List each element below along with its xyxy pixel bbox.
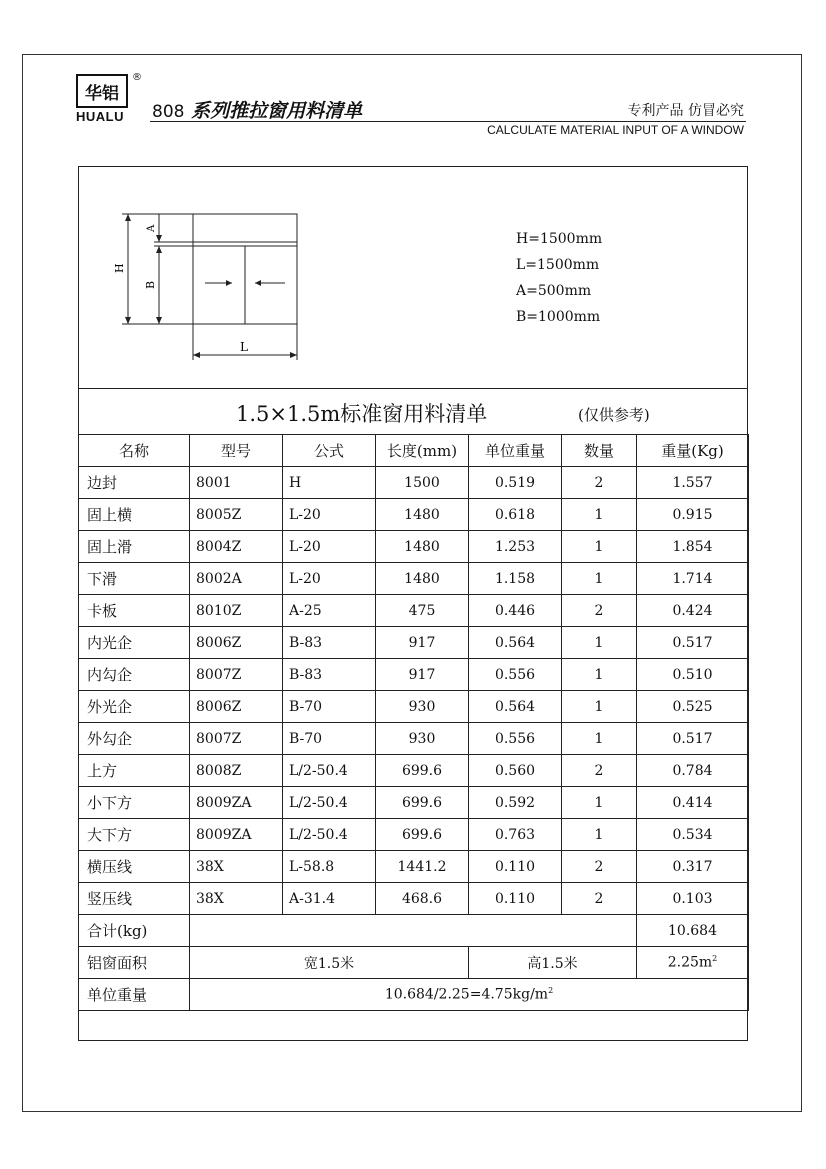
cell-formula: B-83 bbox=[283, 659, 376, 691]
col-header-formula: 公式 bbox=[283, 435, 376, 467]
cell-weight: 0.517 bbox=[637, 723, 749, 755]
cell-length: 917 bbox=[376, 627, 469, 659]
total-row bbox=[79, 915, 749, 947]
cell-length: 468.6 bbox=[376, 883, 469, 915]
cell-qty: 1 bbox=[562, 499, 637, 531]
cell-length: 930 bbox=[376, 723, 469, 755]
cell-length: 1441.2 bbox=[376, 851, 469, 883]
area-number: 2.25m bbox=[667, 954, 713, 971]
dim-h: H=1500mm bbox=[516, 231, 603, 247]
window-diagram bbox=[110, 205, 310, 365]
table-row bbox=[79, 499, 749, 531]
cell-qty: 1 bbox=[562, 819, 637, 851]
cell-unit-weight: 0.519 bbox=[469, 467, 562, 499]
cell-weight: 0.510 bbox=[637, 659, 749, 691]
cell-formula: A-31.4 bbox=[283, 883, 376, 915]
unit-weight-row bbox=[79, 979, 749, 1011]
cell-weight: 0.414 bbox=[637, 787, 749, 819]
cell-unit-weight: 1.253 bbox=[469, 531, 562, 563]
cell-qty: 1 bbox=[562, 787, 637, 819]
cell-model: 8001 bbox=[190, 467, 283, 499]
cell-model: 8009ZA bbox=[190, 787, 283, 819]
cell-qty: 2 bbox=[562, 595, 637, 627]
cell-qty: 1 bbox=[562, 691, 637, 723]
cell-qty: 2 bbox=[562, 755, 637, 787]
cell-weight: 0.103 bbox=[637, 883, 749, 915]
unit-weight-text: 10.684/2.25=4.75kg/m bbox=[384, 986, 549, 1003]
area-superscript: 2 bbox=[712, 954, 718, 964]
col-header-model: 型号 bbox=[190, 435, 283, 467]
cell-formula: H bbox=[283, 467, 376, 499]
cell-name: 外勾企 bbox=[79, 723, 190, 755]
cell-model: 8005Z bbox=[190, 499, 283, 531]
cell-formula: L/2-50.4 bbox=[283, 819, 376, 851]
cell-formula: L-20 bbox=[283, 531, 376, 563]
table-row bbox=[79, 883, 749, 915]
cell-unit-weight: 0.556 bbox=[469, 723, 562, 755]
cell-name: 内光企 bbox=[79, 627, 190, 659]
cell-name: 固上横 bbox=[79, 499, 190, 531]
cell-length: 1480 bbox=[376, 499, 469, 531]
table-body bbox=[79, 467, 749, 915]
registered-mark: ® bbox=[132, 72, 142, 83]
cell-length: 475 bbox=[376, 595, 469, 627]
unit-weight-label: 单位重量 bbox=[79, 979, 190, 1011]
cell-qty: 2 bbox=[562, 467, 637, 499]
width-text: 宽1.5米 bbox=[190, 947, 469, 979]
table-row bbox=[79, 787, 749, 819]
cell-name: 边封 bbox=[79, 467, 190, 499]
cell-qty: 1 bbox=[562, 531, 637, 563]
cell-model: 8006Z bbox=[190, 627, 283, 659]
cell-model: 8009ZA bbox=[190, 819, 283, 851]
cell-formula: B-83 bbox=[283, 627, 376, 659]
cell-weight: 0.517 bbox=[637, 627, 749, 659]
table-row bbox=[79, 755, 749, 787]
total-value: 10.684 bbox=[637, 915, 749, 947]
cell-length: 930 bbox=[376, 691, 469, 723]
total-label: 合计(kg) bbox=[79, 915, 190, 947]
cell-formula: B-70 bbox=[283, 691, 376, 723]
header-rule bbox=[150, 121, 746, 122]
cell-unit-weight: 0.564 bbox=[469, 691, 562, 723]
h-label: H bbox=[113, 263, 126, 273]
cell-formula: A-25 bbox=[283, 595, 376, 627]
cell-model: 38X bbox=[190, 883, 283, 915]
cell-qty: 1 bbox=[562, 563, 637, 595]
document-title bbox=[152, 96, 362, 123]
l-label: L bbox=[240, 340, 248, 354]
cell-weight: 0.915 bbox=[637, 499, 749, 531]
hualu-logo bbox=[76, 72, 142, 124]
area-label: 铝窗面积 bbox=[79, 947, 190, 979]
cell-qty: 2 bbox=[562, 883, 637, 915]
cell-name: 小下方 bbox=[79, 787, 190, 819]
cell-length: 1500 bbox=[376, 467, 469, 499]
cell-qty: 1 bbox=[562, 723, 637, 755]
dim-b: B=1000mm bbox=[516, 309, 601, 325]
cell-name: 横压线 bbox=[79, 851, 190, 883]
logo-mark: 华铝 bbox=[76, 74, 128, 108]
series-number: 808 bbox=[152, 102, 185, 122]
table-row bbox=[79, 691, 749, 723]
cell-length: 1480 bbox=[376, 563, 469, 595]
cell-unit-weight: 0.446 bbox=[469, 595, 562, 627]
cell-unit-weight: 0.110 bbox=[469, 851, 562, 883]
area-value bbox=[637, 947, 749, 979]
cell-length: 699.6 bbox=[376, 787, 469, 819]
cell-model: 8008Z bbox=[190, 755, 283, 787]
col-header-length: 长度(mm) bbox=[376, 435, 469, 467]
cell-weight: 0.534 bbox=[637, 819, 749, 851]
cell-unit-weight: 0.110 bbox=[469, 883, 562, 915]
a-label: A bbox=[146, 224, 157, 232]
cell-length: 699.6 bbox=[376, 819, 469, 851]
cell-weight: 0.317 bbox=[637, 851, 749, 883]
table-row bbox=[79, 723, 749, 755]
total-empty-cell bbox=[190, 915, 637, 947]
cell-name: 大下方 bbox=[79, 819, 190, 851]
english-subtitle: CALCULATE MATERIAL INPUT OF A WINDOW bbox=[487, 123, 744, 137]
cell-formula: B-70 bbox=[283, 723, 376, 755]
cell-name: 固上滑 bbox=[79, 531, 190, 563]
area-row bbox=[79, 947, 749, 979]
dim-a: A=500mm bbox=[516, 283, 592, 299]
height-text: 高1.5米 bbox=[469, 947, 637, 979]
cell-unit-weight: 0.560 bbox=[469, 755, 562, 787]
cell-name: 外光企 bbox=[79, 691, 190, 723]
cell-name: 卡板 bbox=[79, 595, 190, 627]
cell-unit-weight: 0.592 bbox=[469, 787, 562, 819]
col-header-name: 名称 bbox=[79, 435, 190, 467]
cell-weight: 1.854 bbox=[637, 531, 749, 563]
cell-weight: 1.714 bbox=[637, 563, 749, 595]
dim-l: L=1500mm bbox=[516, 257, 600, 273]
cell-model: 8004Z bbox=[190, 531, 283, 563]
cell-unit-weight: 0.556 bbox=[469, 659, 562, 691]
cell-model: 38X bbox=[190, 851, 283, 883]
cell-model: 8006Z bbox=[190, 691, 283, 723]
cell-name: 下滑 bbox=[79, 563, 190, 595]
dimension-list bbox=[516, 226, 602, 330]
table-row bbox=[79, 531, 749, 563]
cell-unit-weight: 0.618 bbox=[469, 499, 562, 531]
table-row bbox=[79, 595, 749, 627]
table-row bbox=[79, 851, 749, 883]
cell-model: 8010Z bbox=[190, 595, 283, 627]
patent-slogan: 专利产品 仿冒必究 bbox=[627, 103, 744, 119]
table-row bbox=[79, 467, 749, 499]
cell-name: 内勾企 bbox=[79, 659, 190, 691]
b-label: B bbox=[144, 280, 157, 289]
cell-unit-weight: 0.763 bbox=[469, 819, 562, 851]
col-header-weight: 重量(Kg) bbox=[637, 435, 749, 467]
cell-formula: L-58.8 bbox=[283, 851, 376, 883]
cell-model: 8002A bbox=[190, 563, 283, 595]
cell-formula: L/2-50.4 bbox=[283, 787, 376, 819]
cell-qty: 1 bbox=[562, 627, 637, 659]
cell-formula: L/2-50.4 bbox=[283, 755, 376, 787]
table-row bbox=[79, 659, 749, 691]
table-header-row bbox=[79, 435, 749, 467]
material-table bbox=[78, 434, 749, 1011]
cell-formula: L-20 bbox=[283, 499, 376, 531]
table-row bbox=[79, 563, 749, 595]
cell-weight: 1.557 bbox=[637, 467, 749, 499]
cell-name: 竖压线 bbox=[79, 883, 190, 915]
cell-qty: 1 bbox=[562, 659, 637, 691]
cell-unit-weight: 1.158 bbox=[469, 563, 562, 595]
list-title: 1.5×1.5m标准窗用料清单 bbox=[236, 402, 488, 426]
cell-qty: 2 bbox=[562, 851, 637, 883]
cell-length: 1480 bbox=[376, 531, 469, 563]
cell-length: 917 bbox=[376, 659, 469, 691]
cell-weight: 0.525 bbox=[637, 691, 749, 723]
cell-model: 8007Z bbox=[190, 659, 283, 691]
cell-formula: L-20 bbox=[283, 563, 376, 595]
logo-text: HUALU bbox=[76, 109, 124, 124]
cell-name: 上方 bbox=[79, 755, 190, 787]
cell-unit-weight: 0.564 bbox=[469, 627, 562, 659]
cell-weight: 0.424 bbox=[637, 595, 749, 627]
list-note: (仅供参考) bbox=[578, 406, 650, 424]
unit-weight-value bbox=[190, 979, 749, 1011]
section-rule bbox=[78, 388, 748, 389]
cell-weight: 0.784 bbox=[637, 755, 749, 787]
cell-model: 8007Z bbox=[190, 723, 283, 755]
cell-length: 699.6 bbox=[376, 755, 469, 787]
table-row bbox=[79, 819, 749, 851]
col-header-qty: 数量 bbox=[562, 435, 637, 467]
title-text: 系列推拉窗用料清单 bbox=[191, 100, 363, 122]
table-row bbox=[79, 627, 749, 659]
unit-weight-superscript: 2 bbox=[548, 986, 554, 996]
col-header-unit-weight: 单位重量 bbox=[469, 435, 562, 467]
